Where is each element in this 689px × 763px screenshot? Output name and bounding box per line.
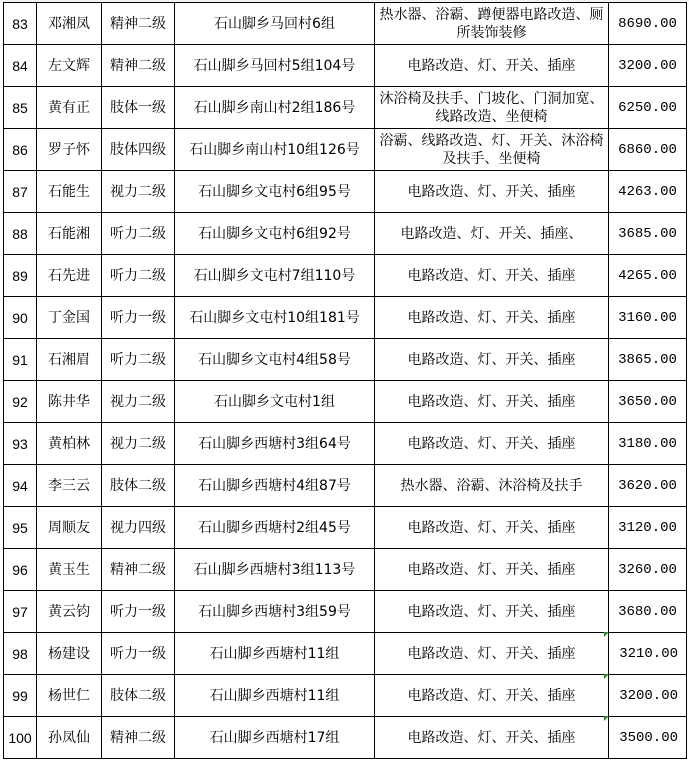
address-cell[interactable]: 石山脚乡文屯村6组95号 bbox=[175, 171, 375, 213]
row-number-cell[interactable]: 95 bbox=[4, 507, 37, 549]
disability-level-cell[interactable]: 听力一级 bbox=[102, 591, 175, 633]
amount-cell[interactable]: 6250.00 bbox=[609, 87, 687, 129]
amount-cell[interactable]: 4263.00 bbox=[609, 171, 687, 213]
disability-level-cell[interactable]: 视力二级 bbox=[102, 381, 175, 423]
address-cell[interactable]: 石山脚乡文屯村1组 bbox=[175, 381, 375, 423]
row-number-cell[interactable]: 100 bbox=[4, 717, 37, 759]
table-row bbox=[4, 633, 687, 675]
row-number-cell[interactable]: 91 bbox=[4, 339, 37, 381]
address-cell[interactable]: 石山脚乡文屯村6组92号 bbox=[175, 213, 375, 255]
name-cell[interactable]: 石能生 bbox=[37, 171, 102, 213]
address-cell[interactable]: 石山脚乡马回村5组104号 bbox=[175, 45, 375, 87]
table-row bbox=[4, 297, 687, 339]
table-row bbox=[4, 423, 687, 465]
amount-cell[interactable]: 3620.00 bbox=[609, 465, 687, 507]
table-row bbox=[4, 339, 687, 381]
renovation-items-cell[interactable]: 电路改造、灯、开关、插座 bbox=[375, 675, 609, 717]
renovation-items-cell[interactable]: 沐浴椅及扶手、门坡化、门洞加宽、线路改造、坐便椅 bbox=[375, 87, 609, 129]
renovation-items-cell[interactable]: 电路改造、灯、开关、插座 bbox=[375, 549, 609, 591]
renovation-items-cell[interactable]: 电路改造、灯、开关、插座 bbox=[375, 423, 609, 465]
disability-level-cell[interactable]: 精神二级 bbox=[102, 3, 175, 45]
row-number-cell[interactable]: 90 bbox=[4, 297, 37, 339]
renovation-items-cell[interactable]: 电路改造、灯、开关、插座 bbox=[375, 297, 609, 339]
name-cell[interactable]: 黄柏林 bbox=[37, 423, 102, 465]
amount-cell[interactable]: 3865.00 bbox=[609, 339, 687, 381]
renovation-items-cell[interactable]: 电路改造、灯、开关、插座 bbox=[375, 591, 609, 633]
amount-cell[interactable]: 3680.00 bbox=[609, 591, 687, 633]
address-cell[interactable]: 石山脚乡南山村10组126号 bbox=[175, 129, 375, 171]
row-number-cell[interactable]: 99 bbox=[4, 675, 37, 717]
disability-level-cell[interactable]: 精神二级 bbox=[102, 45, 175, 87]
row-number-cell[interactable]: 97 bbox=[4, 591, 37, 633]
table-row bbox=[4, 213, 687, 255]
table-row bbox=[4, 591, 687, 633]
address-cell[interactable]: 石山脚乡文屯村7组110号 bbox=[175, 255, 375, 297]
amount-cell[interactable]: 3260.00 bbox=[609, 549, 687, 591]
renovation-items-cell[interactable]: 电路改造、灯、开关、插座、 bbox=[375, 213, 609, 255]
amount-cell[interactable]: 8690.00 bbox=[609, 3, 687, 45]
disability-level-cell[interactable]: 肢体二级 bbox=[102, 465, 175, 507]
row-number-cell[interactable]: 93 bbox=[4, 423, 37, 465]
address-cell[interactable]: 石山脚乡西塘村3组113号 bbox=[175, 549, 375, 591]
amount-cell[interactable]: 3200.00 bbox=[609, 675, 687, 717]
address-cell[interactable]: 石山脚乡马回村6组 bbox=[175, 3, 375, 45]
amount-cell[interactable]: 6860.00 bbox=[609, 129, 687, 171]
disability-level-cell[interactable]: 听力一级 bbox=[102, 633, 175, 675]
row-number-cell[interactable]: 88 bbox=[4, 213, 37, 255]
disability-level-cell[interactable]: 听力二级 bbox=[102, 255, 175, 297]
table-row bbox=[4, 381, 687, 423]
row-number-cell[interactable]: 98 bbox=[4, 633, 37, 675]
table-body bbox=[4, 3, 687, 759]
address-cell[interactable]: 石山脚乡西塘村17组 bbox=[175, 717, 375, 759]
name-cell[interactable]: 石湘眉 bbox=[37, 339, 102, 381]
name-cell[interactable]: 丁金国 bbox=[37, 297, 102, 339]
address-cell[interactable]: 石山脚乡西塘村2组45号 bbox=[175, 507, 375, 549]
name-cell[interactable]: 黄云钧 bbox=[37, 591, 102, 633]
amount-cell[interactable]: 3685.00 bbox=[609, 213, 687, 255]
disability-level-cell[interactable]: 肢体四级 bbox=[102, 129, 175, 171]
renovation-items-cell[interactable]: 电路改造、灯、开关、插座 bbox=[375, 339, 609, 381]
row-number-cell[interactable]: 83 bbox=[4, 3, 37, 45]
renovation-items-cell[interactable]: 热水器、浴霸、沐浴椅及扶手 bbox=[375, 465, 609, 507]
address-cell[interactable]: 石山脚乡南山村2组186号 bbox=[175, 87, 375, 129]
disability-level-cell[interactable]: 肢体一级 bbox=[102, 87, 175, 129]
name-cell[interactable]: 李三云 bbox=[37, 465, 102, 507]
renovation-items-cell[interactable]: 热水器、浴霸、蹲便器电路改造、厕所装饰装修 bbox=[375, 3, 609, 45]
disability-level-cell[interactable]: 肢体二级 bbox=[102, 675, 175, 717]
table-row bbox=[4, 507, 687, 549]
disability-level-cell[interactable]: 精神二级 bbox=[102, 549, 175, 591]
amount-cell[interactable]: 3650.00 bbox=[609, 381, 687, 423]
table-row bbox=[4, 45, 687, 87]
address-cell[interactable]: 石山脚乡西塘村11组 bbox=[175, 633, 375, 675]
address-cell[interactable]: 石山脚乡文屯村4组58号 bbox=[175, 339, 375, 381]
name-cell[interactable]: 石能湘 bbox=[37, 213, 102, 255]
amount-cell[interactable]: 3210.00 bbox=[609, 633, 687, 675]
renovation-items-cell[interactable]: 电路改造、灯、开关、插座 bbox=[375, 633, 609, 675]
name-cell[interactable]: 罗子怀 bbox=[37, 129, 102, 171]
disability-level-cell[interactable]: 听力二级 bbox=[102, 339, 175, 381]
renovation-items-cell[interactable]: 电路改造、灯、开关、插座 bbox=[375, 255, 609, 297]
table-row bbox=[4, 675, 687, 717]
address-cell[interactable]: 石山脚乡文屯村10组181号 bbox=[175, 297, 375, 339]
renovation-items-cell[interactable]: 浴霸、线路改造、灯、开关、沐浴椅及扶手、坐便椅 bbox=[375, 129, 609, 171]
name-cell[interactable]: 杨建设 bbox=[37, 633, 102, 675]
name-cell[interactable]: 孙凤仙 bbox=[37, 717, 102, 759]
name-cell[interactable]: 周顺友 bbox=[37, 507, 102, 549]
comment-marker-100 bbox=[604, 716, 609, 721]
disability-level-cell[interactable]: 视力二级 bbox=[102, 171, 175, 213]
renovation-items-cell[interactable]: 电路改造、灯、开关、插座 bbox=[375, 381, 609, 423]
table-row bbox=[4, 255, 687, 297]
disability-level-cell[interactable]: 视力四级 bbox=[102, 507, 175, 549]
address-cell[interactable]: 石山脚乡西塘村3组59号 bbox=[175, 591, 375, 633]
amount-cell[interactable]: 3160.00 bbox=[609, 297, 687, 339]
disability-level-cell[interactable]: 视力二级 bbox=[102, 423, 175, 465]
beneficiary-table bbox=[3, 2, 687, 759]
row-number-cell[interactable]: 84 bbox=[4, 45, 37, 87]
table-row bbox=[4, 465, 687, 507]
disability-level-cell[interactable]: 听力一级 bbox=[102, 297, 175, 339]
name-cell[interactable]: 石先进 bbox=[37, 255, 102, 297]
amount-cell[interactable]: 4265.00 bbox=[609, 255, 687, 297]
renovation-items-cell[interactable]: 电路改造、灯、开关、插座 bbox=[375, 507, 609, 549]
amount-cell[interactable]: 3180.00 bbox=[609, 423, 687, 465]
name-cell[interactable]: 黄有正 bbox=[37, 87, 102, 129]
row-number-cell[interactable]: 85 bbox=[4, 87, 37, 129]
table-row bbox=[4, 717, 687, 759]
renovation-items-cell[interactable]: 电路改造、灯、开关、插座 bbox=[375, 45, 609, 87]
amount-cell[interactable]: 3500.00 bbox=[609, 717, 687, 759]
amount-cell[interactable]: 3200.00 bbox=[609, 45, 687, 87]
address-cell[interactable]: 石山脚乡西塘村4组87号 bbox=[175, 465, 375, 507]
row-number-cell[interactable]: 92 bbox=[4, 381, 37, 423]
comment-marker-99 bbox=[604, 674, 609, 679]
name-cell[interactable]: 黄玉生 bbox=[37, 549, 102, 591]
renovation-items-cell[interactable]: 电路改造、灯、开关、插座 bbox=[375, 717, 609, 759]
row-number-cell[interactable]: 89 bbox=[4, 255, 37, 297]
disability-level-cell[interactable]: 听力二级 bbox=[102, 213, 175, 255]
table-row bbox=[4, 129, 687, 171]
row-number-cell[interactable]: 94 bbox=[4, 465, 37, 507]
row-number-cell[interactable]: 96 bbox=[4, 549, 37, 591]
name-cell[interactable]: 陈井华 bbox=[37, 381, 102, 423]
comment-marker-98 bbox=[604, 632, 609, 637]
name-cell[interactable]: 杨世仁 bbox=[37, 675, 102, 717]
disability-level-cell[interactable]: 精神二级 bbox=[102, 717, 175, 759]
amount-cell[interactable]: 3120.00 bbox=[609, 507, 687, 549]
row-number-cell[interactable]: 86 bbox=[4, 129, 37, 171]
name-cell[interactable]: 左文辉 bbox=[37, 45, 102, 87]
row-number-cell[interactable]: 87 bbox=[4, 171, 37, 213]
address-cell[interactable]: 石山脚乡西塘村3组64号 bbox=[175, 423, 375, 465]
name-cell[interactable]: 邓湘凤 bbox=[37, 3, 102, 45]
table-row bbox=[4, 3, 687, 45]
table-row bbox=[4, 87, 687, 129]
table-row bbox=[4, 549, 687, 591]
table-row bbox=[4, 171, 687, 213]
renovation-items-cell[interactable]: 电路改造、灯、开关、插座 bbox=[375, 171, 609, 213]
address-cell[interactable]: 石山脚乡西塘村11组 bbox=[175, 675, 375, 717]
